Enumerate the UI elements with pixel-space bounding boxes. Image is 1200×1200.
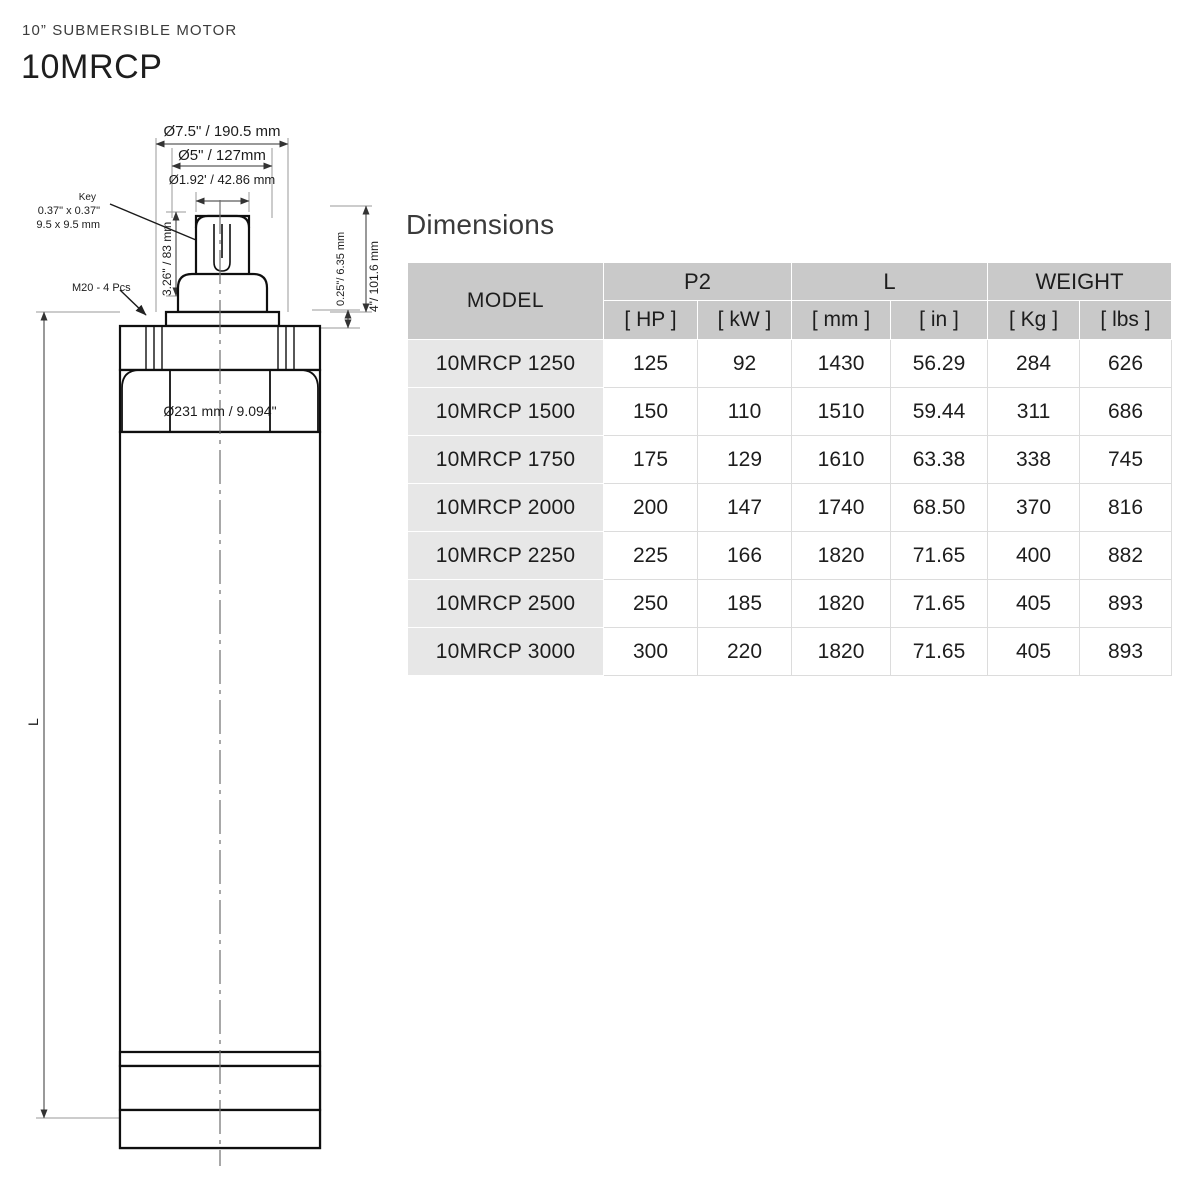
cell-mm: 1610 [792, 436, 891, 484]
callout-step-height: 0.25"/ 6.35 mm [335, 231, 347, 306]
cell-mm: 1430 [792, 340, 891, 388]
cell-in: 68.50 [891, 484, 988, 532]
callout-od-pilot: Ø5" / 127mm [178, 147, 266, 164]
dimensions-table [407, 262, 1172, 676]
cell-kg: 311 [988, 388, 1080, 436]
cell-model: 10MRCP 1250 [408, 340, 604, 388]
callout-key-mm: 9.5 x 9.5 mm [36, 219, 100, 231]
cell-kg: 284 [988, 340, 1080, 388]
cell-kw: 92 [698, 340, 792, 388]
callout-bolts: M20 - 4 Pcs [72, 282, 131, 294]
callout-body-od: Ø231 mm / 9.094" [163, 403, 277, 419]
table-row [408, 580, 1172, 628]
cell-kw: 185 [698, 580, 792, 628]
cell-kw: 129 [698, 436, 792, 484]
cell-in: 63.38 [891, 436, 988, 484]
cell-model: 10MRCP 3000 [408, 628, 604, 676]
cell-lbs: 626 [1080, 340, 1172, 388]
cell-model: 10MRCP 1500 [408, 388, 604, 436]
dimensions-heading: Dimensions [406, 209, 555, 240]
col-header-model: MODEL [408, 263, 604, 340]
cell-kw: 220 [698, 628, 792, 676]
col-header-mm: [ mm ] [792, 301, 891, 340]
callout-overall-length: L [25, 718, 41, 726]
cell-mm: 1510 [792, 388, 891, 436]
table-row [408, 484, 1172, 532]
cell-hp: 225 [604, 532, 698, 580]
cell-in: 71.65 [891, 532, 988, 580]
cell-kg: 400 [988, 532, 1080, 580]
col-header-lbs: [ lbs ] [1080, 301, 1172, 340]
table-row [408, 340, 1172, 388]
cell-hp: 125 [604, 340, 698, 388]
col-header-kw: [ kW ] [698, 301, 792, 340]
shaft-collar [178, 274, 267, 312]
cell-lbs: 745 [1080, 436, 1172, 484]
callout-head-height: 4"/ 101.6 mm [367, 241, 381, 312]
table-row [408, 628, 1172, 676]
cell-mm: 1740 [792, 484, 891, 532]
cell-mm: 1820 [792, 532, 891, 580]
cell-in: 71.65 [891, 580, 988, 628]
cell-lbs: 893 [1080, 628, 1172, 676]
top-flange-plate [166, 312, 279, 326]
cell-kw: 147 [698, 484, 792, 532]
cell-lbs: 686 [1080, 388, 1172, 436]
cell-in: 56.29 [891, 340, 988, 388]
callout-od-flange: Ø7.5" / 190.5 mm [163, 123, 281, 140]
col-header-in: [ in ] [891, 301, 988, 340]
cell-model: 10MRCP 2250 [408, 532, 604, 580]
cell-hp: 300 [604, 628, 698, 676]
col-group-header-l: L [792, 263, 988, 301]
cell-lbs: 893 [1080, 580, 1172, 628]
table-body [408, 340, 1172, 676]
motor-technical-drawing [0, 100, 400, 1180]
table-row [408, 388, 1172, 436]
callout-shaft-length: 3.26" / 83 mm [160, 221, 174, 296]
cell-kw: 110 [698, 388, 792, 436]
page-title: 10MRCP [21, 48, 163, 86]
cell-mm: 1820 [792, 628, 891, 676]
col-header-hp: [ HP ] [604, 301, 698, 340]
cell-kg: 405 [988, 580, 1080, 628]
cell-kg: 405 [988, 628, 1080, 676]
callout-key-label: Key [78, 192, 96, 203]
cell-in: 71.65 [891, 628, 988, 676]
cell-model: 10MRCP 2500 [408, 580, 604, 628]
cell-model: 10MRCP 2000 [408, 484, 604, 532]
cell-hp: 250 [604, 580, 698, 628]
key-leader-line [110, 204, 196, 240]
col-group-header-weight: WEIGHT [988, 263, 1172, 301]
cell-mm: 1820 [792, 580, 891, 628]
table-row [408, 436, 1172, 484]
product-kicker: 10” SUBMERSIBLE MOTOR [22, 22, 238, 39]
cell-kg: 338 [988, 436, 1080, 484]
cell-model: 10MRCP 1750 [408, 436, 604, 484]
cell-hp: 175 [604, 436, 698, 484]
table-head [408, 263, 1172, 340]
cell-kg: 370 [988, 484, 1080, 532]
cell-kw: 166 [698, 532, 792, 580]
callout-key-inch: 0.37" x 0.37" [37, 205, 100, 217]
col-header-kg: [ Kg ] [988, 301, 1080, 340]
cell-lbs: 816 [1080, 484, 1172, 532]
cell-in: 59.44 [891, 388, 988, 436]
col-group-header-p2: P2 [604, 263, 792, 301]
cell-lbs: 882 [1080, 532, 1172, 580]
callout-od-shaft: Ø1.92' / 42.86 mm [168, 172, 276, 187]
cell-hp: 200 [604, 484, 698, 532]
cell-hp: 150 [604, 388, 698, 436]
table-group-header-row [408, 263, 1172, 301]
table-row [408, 532, 1172, 580]
